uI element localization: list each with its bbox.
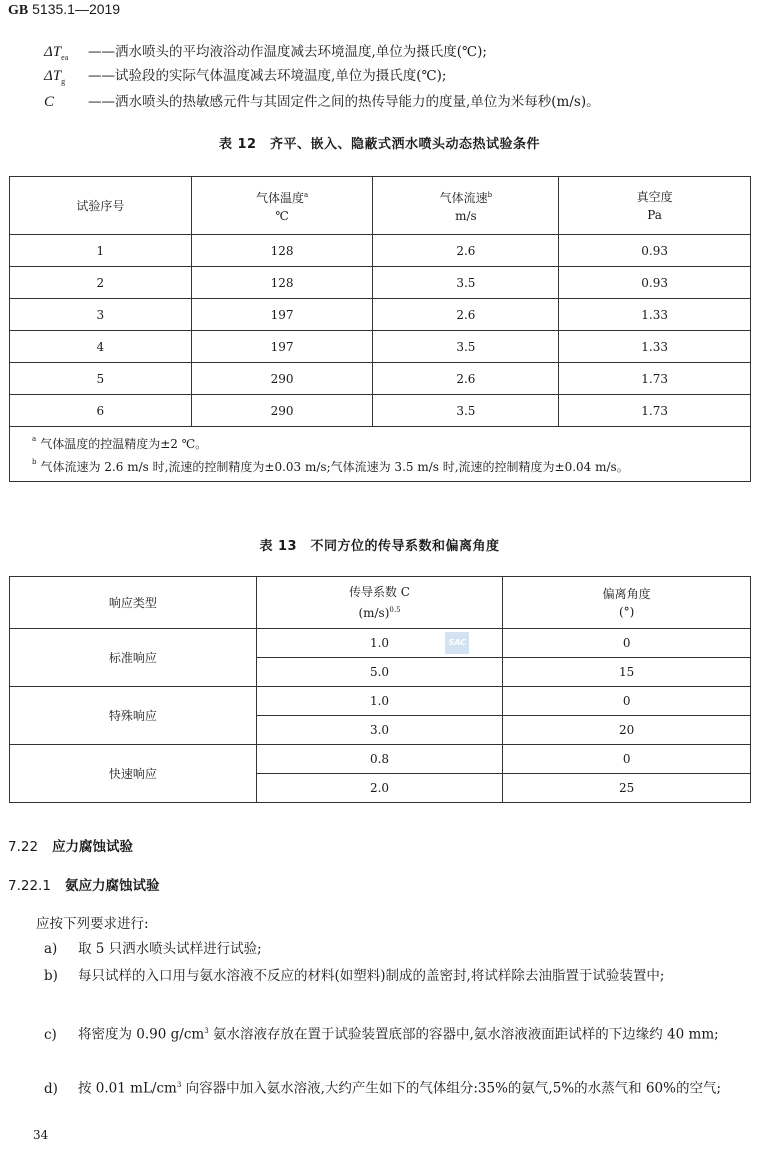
column-header-vacuum: 真空度 Pa (559, 177, 751, 235)
cell: 1.73 (559, 395, 751, 427)
table-row (10, 395, 751, 427)
cell: 1.33 (559, 331, 751, 363)
definition-text: ——试验段的实际气体温度减去环境温度,单位为摄氏度(℃); (88, 68, 447, 84)
cell: 4 (10, 331, 192, 363)
section-heading-7-22-1: 7.22.1 氨应力腐蚀试验 (8, 878, 160, 894)
column-header-deviation-angle: 偏离角度 (°) (503, 577, 751, 629)
cell: 20 (503, 716, 751, 745)
cell: 3.5 (373, 395, 559, 427)
intro-paragraph: 应按下列要求进行: (36, 916, 149, 932)
footnote-b: $^b$ 气体流速为 2.6 m/s 时,流速的控制精度为±0.03 m/s;气体流速为 3.5 m/s 时,流速的控制精度为±0.04 m/s。 (32, 458, 629, 474)
cell: SAC 0 (503, 629, 751, 658)
table-row (10, 363, 751, 395)
table12-caption: 表 12 齐平、嵌入、隐蔽式洒水喷头动态热试验条件 (218, 137, 541, 152)
standard-code: 5135.1—2019 (32, 1, 121, 17)
cell: 1.33 (559, 299, 751, 331)
sac-watermark-icon: SAC (445, 632, 469, 654)
cell: 1.0 (256, 629, 503, 658)
document-header (8, 0, 120, 20)
section-heading-7-22: 7.22 应力腐蚀试验 (8, 839, 134, 855)
cell: 3.5 (373, 331, 559, 363)
list-item-c: c) 将密度为 0.90 $g/cm^3$ 氨水溶液存放在置于试验装置底部的容器中,氨水溶液液面距试样的下边缘约 40 mm; (44, 1026, 719, 1043)
cell: 5.0 (256, 658, 503, 687)
cell: 1 (10, 235, 192, 267)
definition-symbol: C (44, 94, 55, 110)
table-row (10, 629, 751, 658)
column-header-conductivity: 传导系数 C $(m/s)^{0.5}$ (256, 577, 503, 629)
footnote-a: $^a$ 气体温度的控温精度为±2 ℃。 (32, 435, 208, 451)
table13-header-row (10, 577, 751, 629)
response-type-cell: 标准响应 (10, 629, 257, 687)
table-row (10, 267, 751, 299)
definition-text: ——洒水喷头的热敏感元件与其固定件之间的热传导能力的度量,单位为米每秒(m/s)。 (88, 94, 600, 110)
cell: 197 (191, 299, 373, 331)
response-type-cell: 快速响应 (10, 745, 257, 803)
cell: 5 (10, 363, 192, 395)
cell: 0.93 (559, 267, 751, 299)
cell: 2.0 (256, 774, 503, 803)
cell: 25 (503, 774, 751, 803)
column-header-test-no: 试验序号 (10, 177, 192, 235)
column-header-response-type: 响应类型 (10, 577, 257, 629)
table-row (10, 331, 751, 363)
cell: 1.0 (256, 687, 503, 716)
table-row (10, 745, 751, 774)
cell: 3 (10, 299, 192, 331)
table12-footnotes (10, 427, 751, 482)
column-header-gas-velocity: 气体流速$^b$ m/s (373, 177, 559, 235)
table12-header-row (10, 177, 751, 235)
definition-delta-tea (44, 42, 487, 68)
cell: 0.8 (256, 745, 503, 774)
cell: 128 (191, 235, 373, 267)
definition-symbol: $\Delta T_g$ (44, 68, 66, 86)
cell: 15 (503, 658, 751, 687)
cell: 2.6 (373, 235, 559, 267)
table13 (9, 576, 751, 803)
page-number: 34 (33, 1128, 49, 1142)
cell: 197 (191, 331, 373, 363)
definition-delta-tg (44, 66, 446, 92)
table-row (10, 235, 751, 267)
cell: 1.73 (559, 363, 751, 395)
cell: 2 (10, 267, 192, 299)
cell: 3.5 (373, 267, 559, 299)
footnote-cell (10, 427, 751, 482)
cell: 2.6 (373, 299, 559, 331)
cell: 0 (503, 745, 751, 774)
cell: 0.93 (559, 235, 751, 267)
standard-prefix: GB (8, 3, 29, 18)
table-row (10, 687, 751, 716)
list-item-a: a) 取 5 只洒水喷头试样进行试验; (44, 941, 262, 957)
cell: 0 (503, 687, 751, 716)
cell: 6 (10, 395, 192, 427)
cell: 2.6 (373, 363, 559, 395)
definition-text: ——洒水喷头的平均液浴动作温度减去环境温度,单位为摄氏度(℃); (88, 44, 487, 60)
cell: 290 (191, 395, 373, 427)
definition-c (44, 92, 600, 112)
cell: 290 (191, 363, 373, 395)
definition-symbol: $\Delta T_{ea}$ (44, 44, 69, 62)
response-type-cell: 特殊响应 (10, 687, 257, 745)
list-item-d: d) 按 0.01 $mL/cm^3$ 向容器中加入氨水溶液,大约产生如下的气体组分:35%的氨气,5%的水蒸气和 60%的空气; (44, 1080, 721, 1097)
table12 (9, 176, 751, 482)
cell: 3.0 (256, 716, 503, 745)
cell: 128 (191, 267, 373, 299)
table-row (10, 299, 751, 331)
list-item-b: b) 每只试样的入口用与氨水溶液不反应的材料(如塑料)制成的盖密封,将试样除去油脂置于试验装置中; (44, 968, 665, 984)
column-header-gas-temp: 气体温度$^a$ ℃ (191, 177, 373, 235)
table13-caption: 表 13 不同方位的传导系数和偏离角度 (259, 539, 500, 554)
